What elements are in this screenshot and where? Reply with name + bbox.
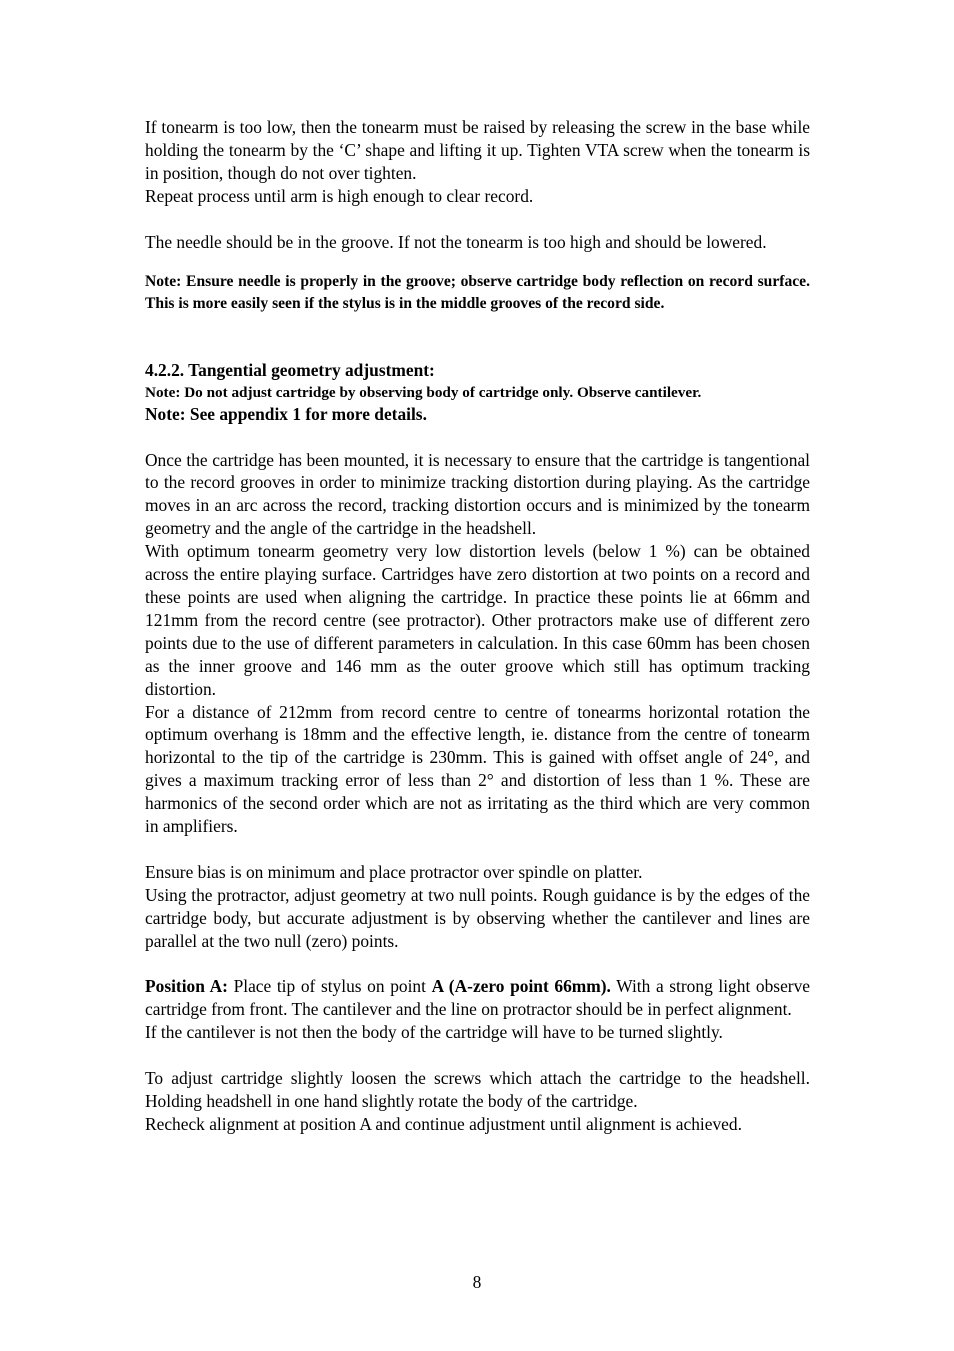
paragraph-bias: Ensure bias is on minimum and place protractor over spindle on platter. (145, 861, 643, 882)
paragraph-repeat-process: Repeat process until arm is high enough to clear record. (145, 185, 534, 206)
note-appendix: Note: See appendix 1 for more details. (145, 403, 427, 424)
position-a-text-2: With a strong light observe cartridge from front. The cantilever and the line on protractor should be in perfect alignment. (145, 976, 810, 1020)
paragraph-raise-tonearm: If tonearm is too low, then the tonearm must be raised by releasing the screw in the base while holding the tonearm by the ‘C’ shape and lifting it up. Tighten VTA screw when the tonearm is in position, though do not over tighten. (145, 117, 810, 183)
paragraph-cantilever-not-aligned: If the cantilever is not then the body of the cartridge will have to be turned slightly. (145, 1022, 723, 1043)
section-heading: 4.2.2. Tangential geometry adjustment: (145, 359, 435, 380)
paragraph-position-a (145, 975, 810, 1021)
note-needle-groove: Note: Ensure needle is properly in the groove; observe cartridge body reflection on record surface. This is more easily seen if the stylus is in the middle grooves of the record side. (145, 273, 810, 312)
paragraph-needle-groove: The needle should be in the groove. If not the tonearm is too high and should be lowered. (145, 231, 767, 252)
note-cantilever: Note: Do not adjust cartridge by observing body of cartridge only. Observe cantilever. (145, 383, 702, 401)
paragraph-protractor: Using the protractor, adjust geometry at two null points. Rough guidance is by the edges of the cartridge body, but accurate adjustment is by observing whether the cantilever and lines are parallel at the two null (zero) points. (145, 884, 810, 951)
paragraph-recheck: Recheck alignment at position A and continue adjustment until alignment is achieved. (145, 1113, 742, 1134)
paragraph-optimum-geometry: With optimum tonearm geometry very low distortion levels (below 1 %) can be obtained across the entire playing surface. Cartridges have zero distortion at two points on a record and these points are used when aligning the cartridge. In practice these points lie at 66mm and 121mm from the record centre (see protractor). Other protractors make use of different zero points due to the use of different parameters in calculation. In this case 60mm has been chosen as the inner groove and 146 mm as the outer groove which still has optimum tracking distortion. (145, 541, 810, 699)
page-number: 8 (472, 1272, 482, 1292)
position-a-bold: A (A-zero point 66mm). (431, 976, 611, 997)
page-content (145, 116, 810, 1136)
position-a-label: Position A: (145, 976, 228, 997)
position-a-text-1: Place tip of stylus on point (227, 976, 432, 997)
paragraph-cartridge-mounted: Once the cartridge has been mounted, it is necessary to ensure that the cartridge is tangentional to the record grooves in order to minimize tracking distortion during playing. As the cartridge moves in an arc across the record, tracking distortion occurs and is minimized by the tonearm geometry and the angle of the cartridge in the headshell. (145, 449, 810, 539)
paragraph-overhang: For a distance of 212mm from record centre to centre of tonearms horizontal rotation the optimum overhang is 18mm and the effective length, ie. distance from the centre of tonearm horizontal to the tip of the cartridge is 230mm. This is gained with offset angle of 24°, and gives a maximum tracking error of less than 2° and distortion of less than 1 %. These are harmonics of the second order which are not as irritating as the third which are very common in amplifiers. (145, 701, 810, 837)
paragraph-adjust-cartridge: To adjust cartridge slightly loosen the screws which attach the cartridge to the headshell. Holding headshell in one hand slightly rotate the body of the cartridge. (145, 1067, 810, 1111)
